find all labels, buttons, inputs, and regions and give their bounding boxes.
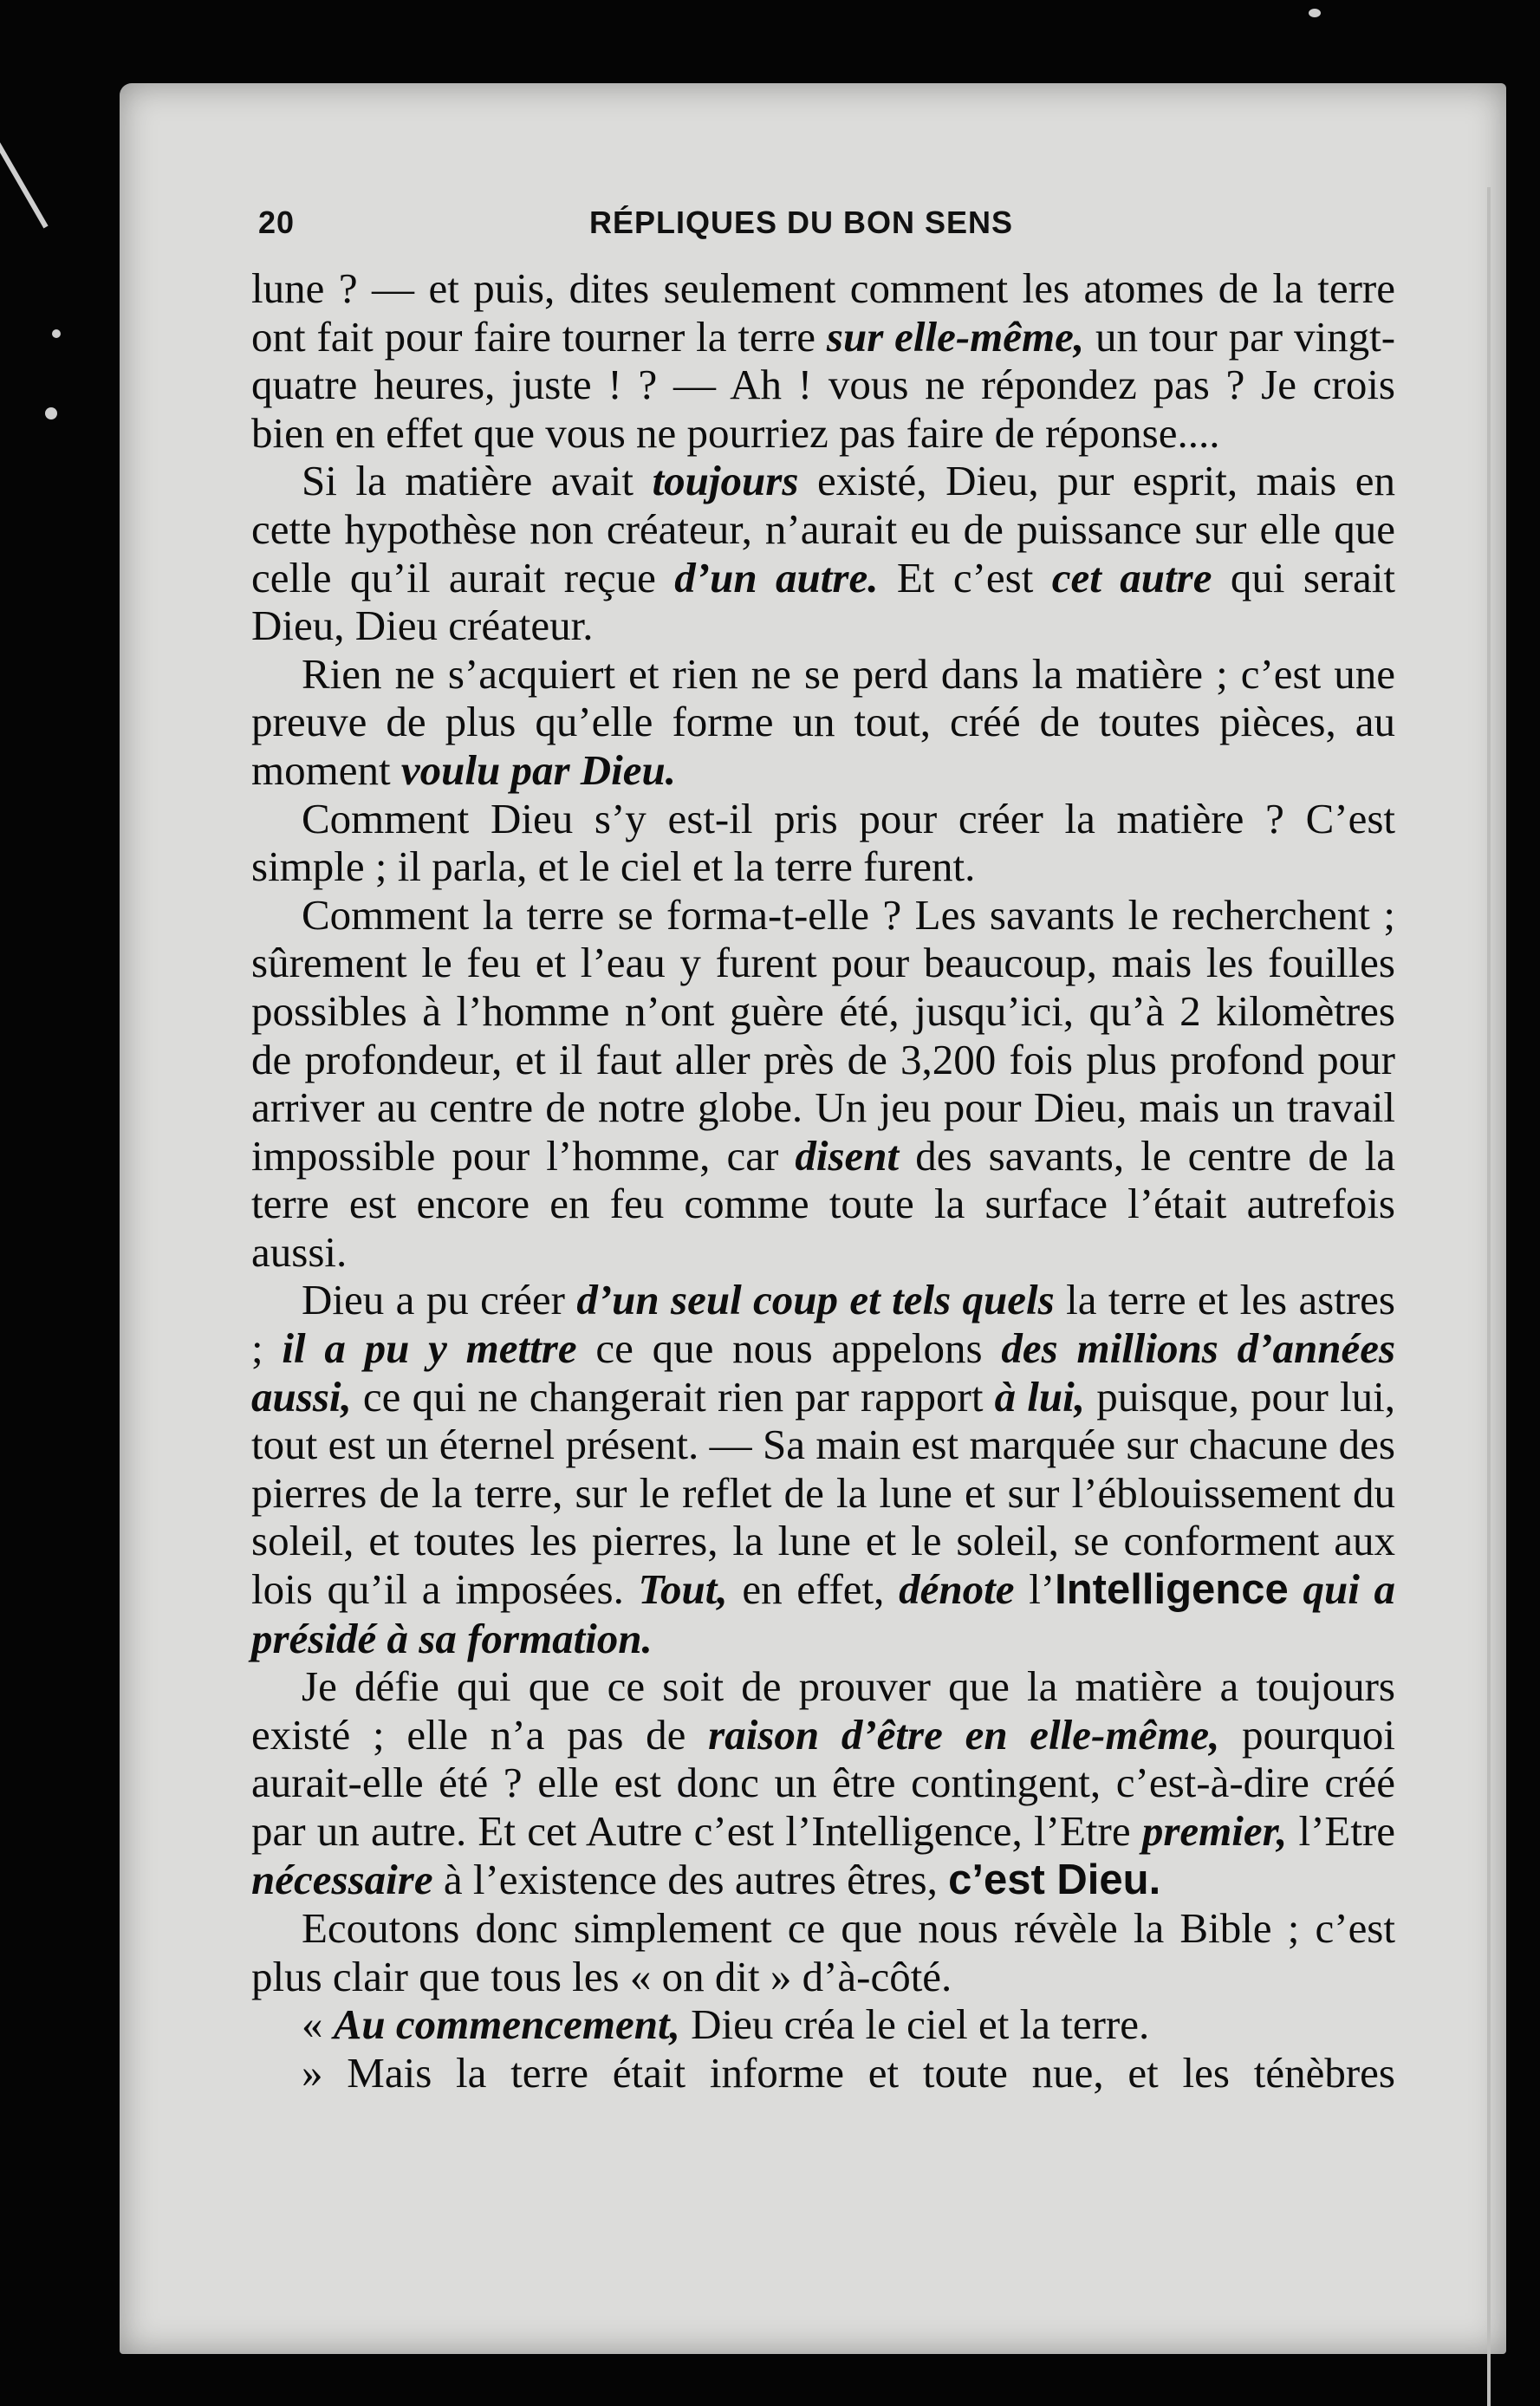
text-run: des savants, le centre de la terre est encore en feu comme toute la surface l’était autrefois aussi. — [251, 1131, 1395, 1276]
text-run: Dieu créa le ciel et la terre. — [679, 2000, 1150, 2049]
paragraph — [251, 1904, 1395, 2000]
text-run: Ecoutons donc simplement ce que nous révèle la Bible ; c’est plus clair que tous les « on dit » d’à-côté. — [251, 1904, 1395, 2000]
text-run: Dieu a pu créer — [302, 1276, 577, 1324]
paragraph — [251, 1662, 1395, 1904]
emphasis-text: d’un autre. — [674, 553, 879, 602]
emphasis-text: d’un seul coup et tels quels — [576, 1276, 1055, 1324]
paragraph — [251, 457, 1395, 649]
text-run: » Mais la terre était informe et toute nue, et les ténèbres — [302, 2048, 1395, 2097]
text-run: qui serait Dieu, Dieu créateur. — [251, 553, 1396, 650]
emphasis-text: des millions d’années aussi, — [251, 1324, 1396, 1421]
text-run: la terre et les astres ; — [251, 1276, 1396, 1373]
paragraph — [251, 891, 1395, 1277]
text-run: ce que nous appelons — [576, 1324, 1002, 1373]
text-run: à l’existence des autres êtres, — [432, 1855, 949, 1903]
text-run — [1289, 1565, 1303, 1613]
emphasis-text: Tout, — [638, 1565, 728, 1614]
emphasis-text: il a pu y mettre — [282, 1324, 577, 1373]
text-run: existé, Dieu, pur esprit, mais en cette hypothèse non créateur, n’aurait eu de puissance sur elle que celle qu’il aurait reçue — [251, 457, 1396, 602]
body-text — [251, 264, 1395, 2097]
text-run: puisque, pour lui, tout est un éternel présent. — Sa main est marquée sur chacune des pierres de la terre, sur le reflet de la lune et sur l’éblouissement du soleil, et toutes les pierres, la lune et le soleil, se conforment aux lois qu’il a imposées. — [251, 1372, 1395, 1614]
paragraph — [251, 264, 1395, 457]
text-run: un tour par vingt-quatre heures, juste ! ? — Ah ! vous ne répondez pas ? Je crois bien en effet que vous ne pourriez pas faire de réponse.... — [251, 312, 1396, 457]
emphasis-text: à lui, — [994, 1372, 1086, 1421]
text-run: Comment Dieu s’y est-il pris pour créer la matière ? C’est simple ; il parla, et le ciel et la terre furent. — [251, 794, 1395, 891]
bold-text: Intelligence — [1055, 1566, 1289, 1614]
text-run: Comment la terre se forma-t-elle ? Les savants le recherchent ; sûrement le feu et l’eau y furent pour beaucoup, mais les fouilles possibles à l’homme n’ont guère été, jusqu’ici, qu’à 2 kilomètres de profondeur, et il faut aller près de 3,200 fois plus profond pour arriver au centre de notre globe. Un jeu pour Dieu, mais un travail impossible pour l’homme, car — [251, 890, 1395, 1180]
text-run: ce qui ne changerait rien par rapport — [351, 1372, 995, 1421]
emphasis-text: Au commencement, — [333, 2000, 680, 2049]
text-run: l’Etre — [1287, 1807, 1396, 1855]
emphasis-text: qui a présidé à sa formation. — [251, 1565, 1396, 1662]
emphasis-text: dénote — [899, 1565, 1015, 1614]
emphasis-text: sur elle-même, — [826, 312, 1085, 361]
text-run: en effet, — [727, 1565, 900, 1614]
text-run: Si la matière avait — [302, 457, 653, 505]
bold-text: c’est Dieu. — [948, 1856, 1161, 1903]
paragraph — [251, 650, 1395, 795]
text-run: l’ — [1014, 1565, 1056, 1614]
emphasis-text: nécessaire — [251, 1855, 433, 1903]
page-number: 20 — [258, 205, 296, 240]
running-title: RÉPLIQUES DU BON SENS — [589, 205, 1014, 240]
emphasis-text: premier, — [1141, 1807, 1288, 1855]
page-edge-shadow — [1487, 187, 1491, 2406]
text-run: « — [302, 2000, 334, 2049]
text-run: Rien ne s’acquiert et rien ne se perd dans la matière ; c’est une preuve de plus qu’elle forme un tout, créé de toutes pièces, au moment — [251, 649, 1395, 794]
text-run: Je défie qui que ce soit de prouver que la matière a toujours existé ; elle n’a pas de — [251, 1662, 1395, 1759]
emphasis-text: disent — [795, 1131, 900, 1180]
emphasis-text: toujours — [652, 457, 799, 505]
paragraph — [251, 2000, 1395, 2049]
text-run: lune ? — et puis, dites seulement comment les atomes de la terre ont fait pour faire tourner la terre — [251, 264, 1395, 361]
paragraph — [251, 2049, 1395, 2097]
text-run: pourquoi aurait-elle été ? elle est donc un être contingent, c’est-à-dire créé par un autre. Et cet Autre c’est l’Intelligence, l’Etre — [251, 1710, 1395, 1855]
paragraph — [251, 795, 1395, 891]
paragraph — [251, 1276, 1395, 1662]
emphasis-text: voulu par Dieu. — [400, 745, 677, 794]
text-run: Et c’est — [878, 553, 1052, 602]
emphasis-text: cet autre — [1051, 553, 1212, 602]
emphasis-text: raison d’être en elle-même, — [708, 1710, 1220, 1759]
